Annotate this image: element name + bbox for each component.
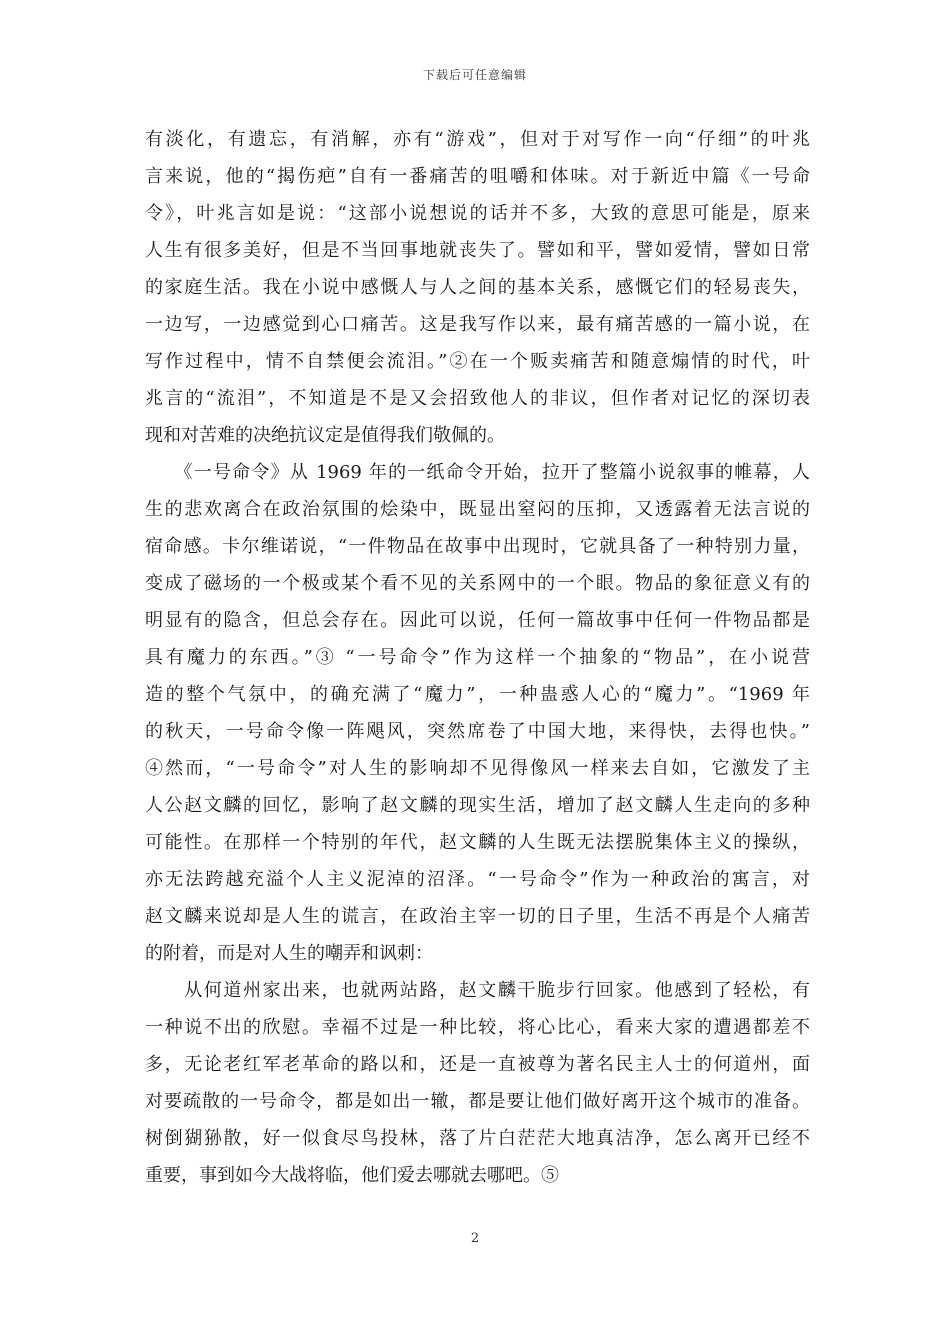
text-line: 人生有很多美好，但是不当回事地就丧失了。譬如和平，譬如爱情，譬如日常: [145, 240, 810, 261]
text-line: 对要疏散的一号命令，都是如出一辙，都是要让他们做好离开这个城市的准备。: [145, 1091, 810, 1112]
text-line: 一边写，一边感觉到心口痛苦。这是我写作以来，最有痛苦感的一篇小说，在: [145, 314, 810, 335]
text-line: 令》，叶兆言如是说：“这部小说想说的话并不多，大致的意思可能是，原来: [145, 203, 810, 224]
text-line: 生的悲欢离合在政治氛围的烩染中，既显出窒闷的压抑，又透露着无法言说的: [145, 499, 810, 520]
text-line: 的家庭生活。我在小说中感慨人与人之间的基本关系，感慨它们的轻易丧失，: [145, 277, 810, 298]
text-line: 兆言的“流泪”，不知道是不是又会招致他人的非议，但作者对记忆的深切表: [145, 388, 810, 409]
text-line: 的秋天，一号命令像一阵飓风，突然席卷了中国大地，来得快，去得也快。”: [145, 721, 810, 742]
text-line: 重要，事到如今大战将临，他们爱去哪就去哪吧。⑤: [145, 1165, 559, 1186]
paragraph-3: [145, 972, 810, 1194]
text-line: 亦无法跨越充溢个人主义泥淖的沼泽。“一号命令”作为一种政治的寓言，对: [145, 869, 810, 890]
text-line: 具有魔力的东西。”③ “一号命令”作为这样一个抽象的“物品”，在小说营: [145, 647, 810, 668]
text-line: 《一号命令》从 1969 年的一纸命令开始，拉开了整篇小说叙事的帷幕，人: [145, 462, 810, 483]
text-line: 的附着，而是对人生的嘲弄和讽刺：: [145, 943, 433, 964]
paragraph-1: [145, 121, 810, 454]
text-line: 赵文麟来说却是人生的谎言，在政治主宰一切的日子里，生活不再是个人痛苦: [145, 906, 810, 927]
text-line: 人公赵文麟的回忆，影响了赵文麟的现实生活，增加了赵文麟人生走向的多种: [145, 795, 810, 816]
text-line: ④然而，“一号命令”对人生的影响却不见得像风一样来去自如，它激发了主: [145, 758, 810, 779]
page-number: 2: [470, 1231, 480, 1246]
text-line: 可能性。在那样一个特别的年代，赵文麟的人生既无法摆脱集体主义的操纵，: [145, 832, 810, 853]
text-line: 树倒猢狲散，好一似食尽鸟投林，落了片白茫茫大地真洁净，怎么离开已经不: [145, 1128, 810, 1149]
document-body: [145, 121, 810, 1194]
text-line: 造的整个气氛中，的确充满了“魔力”，一种蛊惑人心的“魔力”。“1969 年: [145, 684, 810, 705]
text-line: 现和对苦难的决绝抗议定是值得我们敬佩的。: [145, 425, 505, 446]
text-line: 多，无论老红军老革命的路以和，还是一直被尊为著名民主人士的何道州，面: [145, 1054, 810, 1075]
paragraph-2: [145, 454, 810, 972]
page-header: 下载后可任意编辑: [422, 68, 527, 82]
text-line: 变成了磁场的一个极或某个看不见的关系网中的一个眼。物品的象征意义有的: [145, 573, 810, 594]
text-line: 一种说不出的欣慰。幸福不过是一种比较，将心比心，看来大家的遭遇都差不: [145, 1017, 810, 1038]
text-line: 从何道州家出来，也就两站路，赵文麟干脆步行回家。他感到了轻松，有: [145, 980, 810, 1001]
text-line: 写作过程中，情不自禁便会流泪。”②在一个贩卖痛苦和随意煽情的时代，叶: [145, 351, 810, 372]
text-line: 有淡化，有遗忘，有消解，亦有“游戏”，但对于对写作一向“仔细”的叶兆: [145, 129, 810, 150]
text-line: 宿命感。卡尔维诺说，“一件物品在故事中出现时，它就具备了一种特别力量，: [145, 536, 810, 557]
text-line: 明显有的隐含，但总会存在。因此可以说，任何一篇故事中任何一件物品都是: [145, 610, 810, 631]
text-line: 言来说，他的“揭伤疤”自有一番痛苦的咀嚼和体味。对于新近中篇《一号命: [145, 166, 810, 187]
